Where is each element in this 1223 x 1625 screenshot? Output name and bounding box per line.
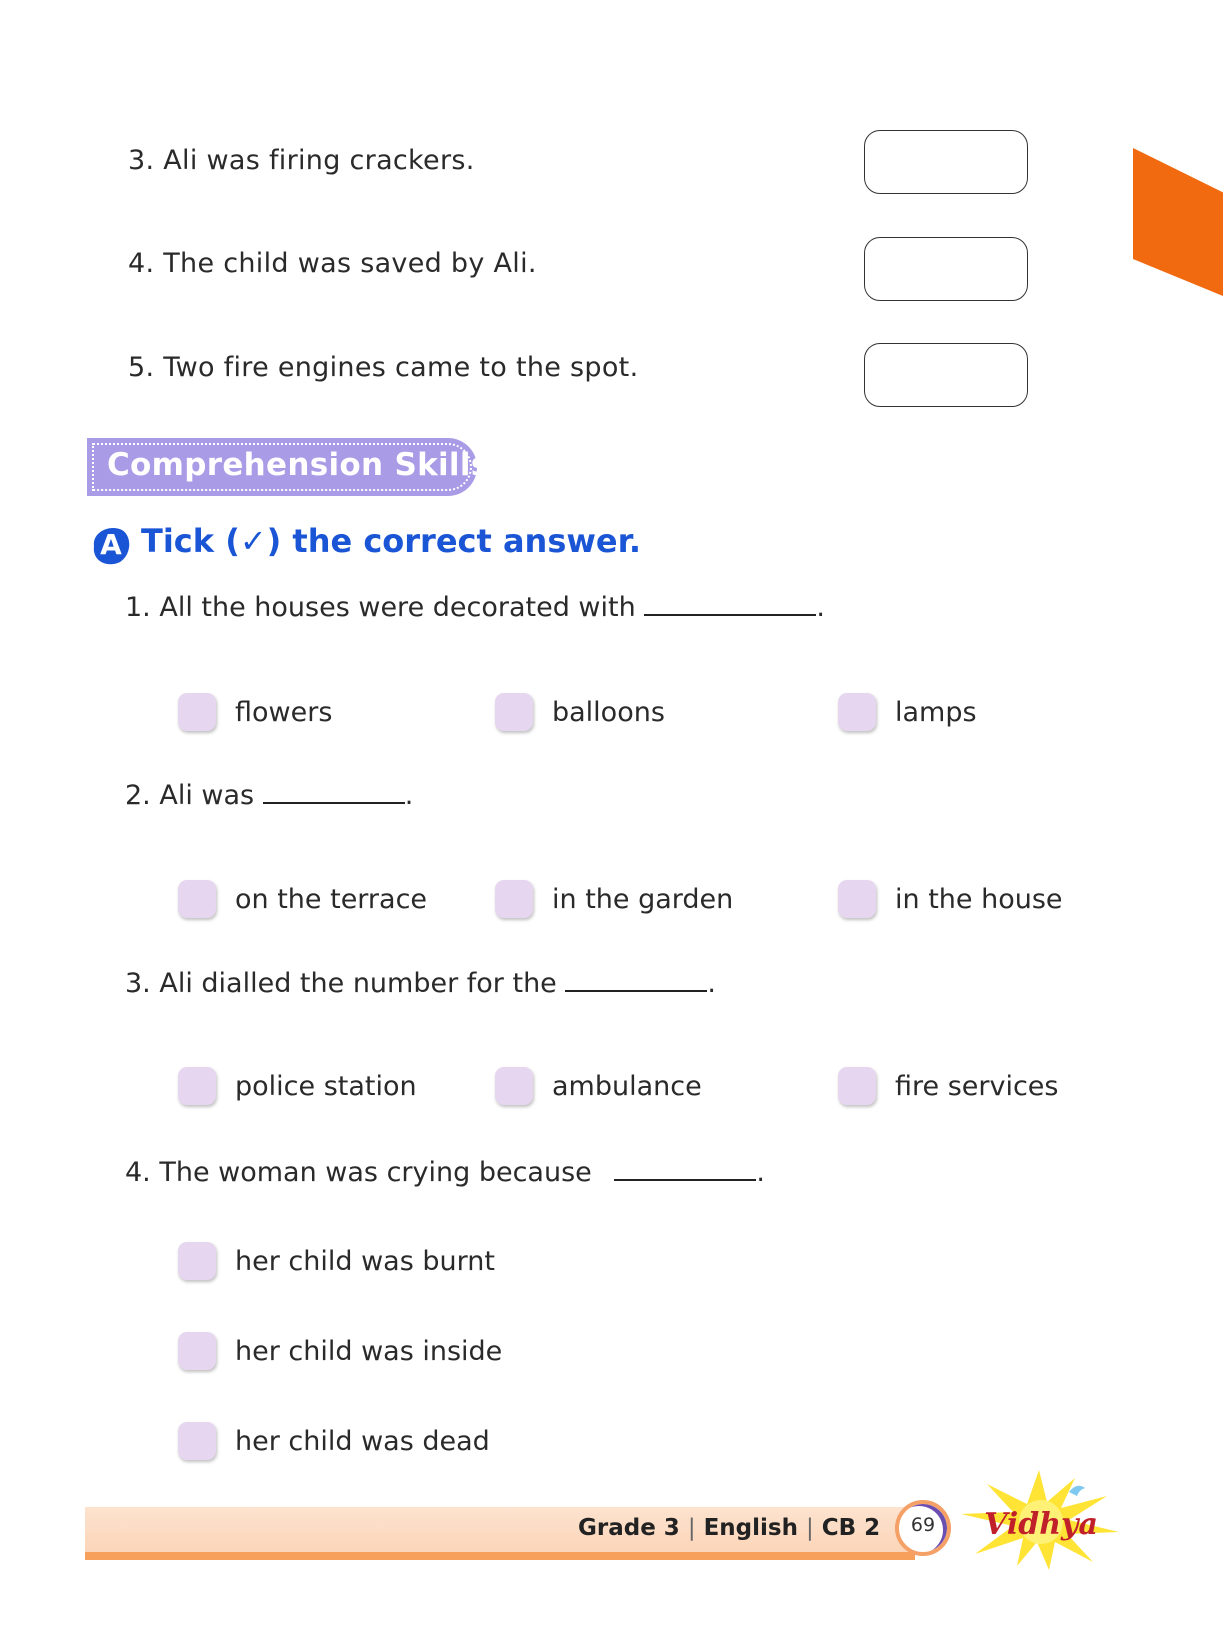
option-label: her child was burnt (235, 1245, 495, 1277)
checkbox[interactable] (178, 693, 216, 731)
question-4-prompt: 4. The woman was crying because (125, 1157, 592, 1188)
footer-separator: | (687, 1515, 696, 1541)
question-4-blank (614, 1157, 756, 1181)
option-3b[interactable] (495, 1067, 702, 1105)
statement-4: 4. The child was saved by Ali. (128, 248, 537, 279)
checkbox[interactable] (838, 1067, 876, 1105)
option-label: her child was dead (235, 1425, 490, 1457)
option-label: in the house (895, 883, 1063, 915)
section-title: Comprehension Skills (107, 447, 490, 483)
question-2-prompt: 2. Ali was (125, 780, 255, 811)
question-3-prompt: 3. Ali dialled the number for the (125, 968, 557, 999)
checkbox[interactable] (838, 693, 876, 731)
checkbox[interactable] (178, 1422, 216, 1460)
logo-text: Vidhya (984, 1507, 1098, 1542)
option-label: ambulance (552, 1070, 702, 1102)
option-label: lamps (895, 696, 977, 728)
answer-box-3[interactable] (864, 130, 1028, 194)
answer-box-4[interactable] (864, 237, 1028, 301)
checkbox[interactable] (838, 880, 876, 918)
option-1c[interactable] (838, 693, 977, 731)
exercise-instruction: Tick (✓) the correct answer. (141, 522, 641, 560)
option-2a[interactable] (178, 880, 427, 918)
checkbox[interactable] (178, 880, 216, 918)
question-3 (125, 968, 716, 999)
option-3c[interactable] (838, 1067, 1059, 1105)
checkbox[interactable] (178, 1067, 216, 1105)
option-4a[interactable] (178, 1242, 495, 1280)
option-label: balloons (552, 696, 665, 728)
option-4b[interactable] (178, 1332, 502, 1370)
question-3-end: . (707, 968, 716, 999)
option-label: her child was inside (235, 1335, 503, 1367)
footer-line (85, 1552, 915, 1560)
option-1a[interactable] (178, 693, 332, 731)
page-number: 69 (910, 1514, 936, 1536)
statement-5: 5. Two fire engines came to the spot. (128, 352, 639, 383)
statement-3: 3. Ali was firing crackers. (128, 145, 475, 176)
corner-tab (1133, 148, 1223, 296)
question-2-end: . (404, 780, 414, 811)
footer-book: CB 2 (821, 1515, 881, 1541)
vidhya-logo (957, 1470, 1122, 1570)
question-2-blank (263, 780, 405, 804)
checkbox[interactable] (495, 880, 533, 918)
option-1b[interactable] (495, 693, 665, 731)
checkbox[interactable] (495, 1067, 533, 1105)
checkbox[interactable] (495, 693, 533, 731)
option-4c[interactable] (178, 1422, 490, 1460)
option-3a[interactable] (178, 1067, 417, 1105)
question-2 (125, 780, 413, 811)
question-1-blank (644, 592, 816, 616)
question-4-end: . (756, 1157, 765, 1188)
footer-info (578, 1515, 880, 1541)
question-1-end: . (816, 592, 825, 623)
checkbox[interactable] (178, 1332, 216, 1370)
footer-subject: English (703, 1515, 798, 1541)
footer-grade: Grade 3 (578, 1515, 680, 1541)
option-2c[interactable] (838, 880, 1063, 918)
question-1 (125, 592, 825, 623)
question-1-prompt: 1. All the houses were decorated with (125, 592, 636, 623)
footer-separator: | (805, 1515, 814, 1541)
option-label: flowers (235, 696, 333, 728)
section-banner (87, 438, 490, 496)
option-label: on the terrace (235, 883, 428, 915)
option-label: police station (235, 1070, 417, 1102)
exercise-letter-icon (88, 522, 134, 568)
question-3-blank (565, 968, 707, 992)
checkbox[interactable] (178, 1242, 216, 1280)
exercise-letter: A (100, 528, 122, 561)
option-label: in the garden (552, 883, 734, 915)
question-4 (125, 1157, 765, 1188)
option-label: fire services (895, 1070, 1059, 1102)
answer-box-5[interactable] (864, 343, 1028, 407)
option-2b[interactable] (495, 880, 733, 918)
